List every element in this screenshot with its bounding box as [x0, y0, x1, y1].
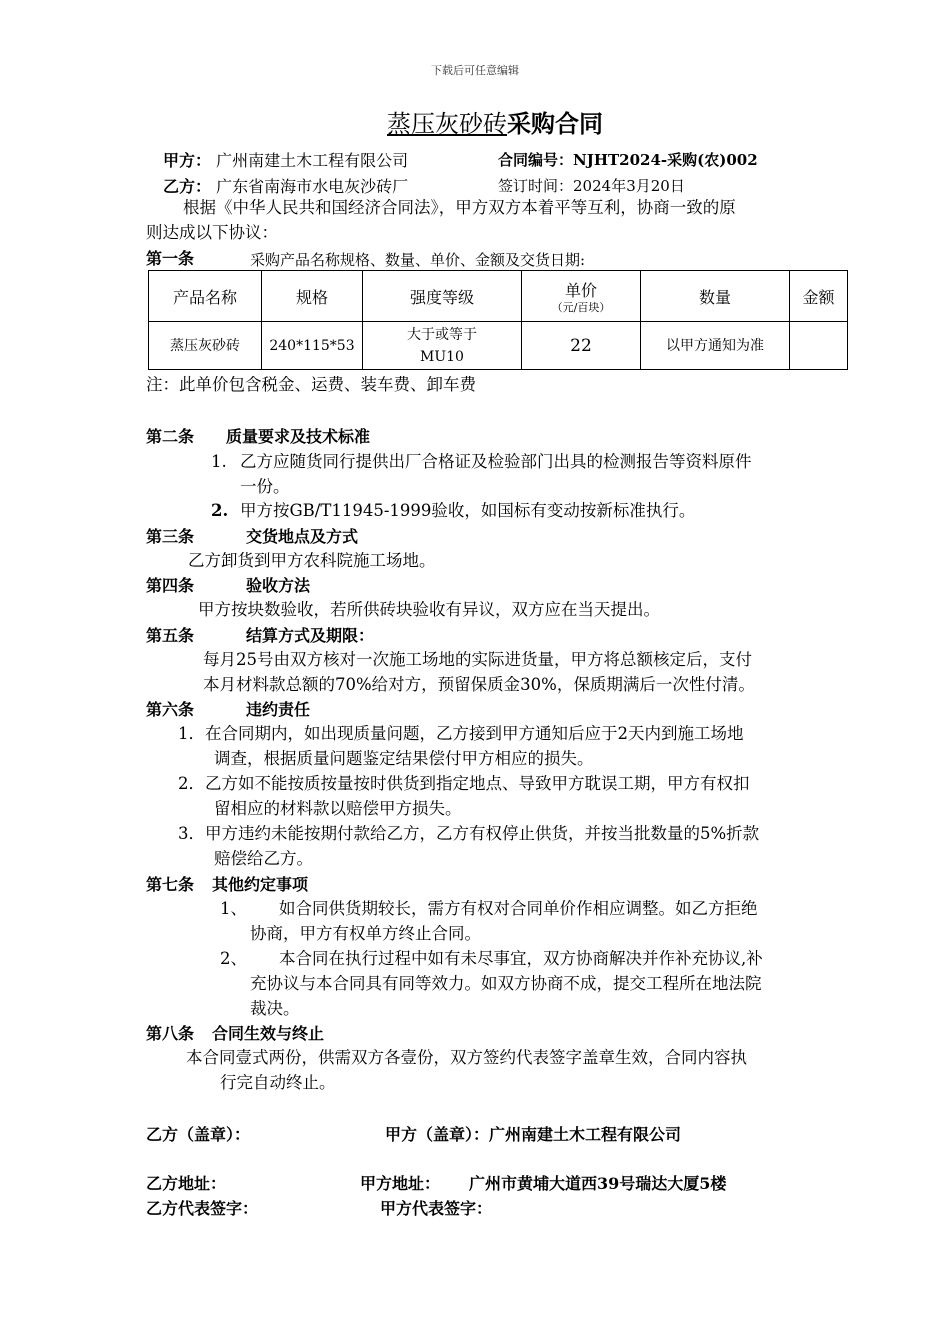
article-8-line1: 本合同壹式两份，供需双方各壹份，双方签约代表签字盖章生效，合同内容执 — [186, 1048, 747, 1067]
party-a-address-label: 甲方地址： — [360, 1174, 441, 1193]
article-5-title: 结算方式及期限： — [246, 626, 375, 645]
preamble-line1: 根据《中华人民共和国经济合同法》，甲方双方本着平等互利，协商一致的原 — [183, 198, 736, 217]
article-2-title: 质量要求及技术标准 — [226, 427, 371, 446]
cell-amount — [790, 322, 848, 370]
th-quantity: 数量 — [641, 271, 790, 322]
article-2-item2-text: 甲方按GB/T11945-1999验收，如国标有变动按新标准执行。 — [240, 501, 696, 520]
contract-no-value: NJHT2024-采购(农)002 — [573, 151, 758, 169]
title-product: 蒸压灰砂砖 — [387, 110, 507, 138]
table-row — [149, 322, 848, 370]
article-3-text: 乙方卸货到甲方农科院施工场地。 — [188, 551, 436, 570]
party-b-address: 乙方地址： — [146, 1174, 227, 1193]
article-2-item1-line1: 乙方应随货同行提供出厂合格证及检验部门出具的检测报告等资料原件 — [240, 452, 752, 471]
article-8-line2: 行完自动终止。 — [220, 1073, 336, 1092]
article-1 — [146, 246, 194, 269]
article-6-item3-line1: 3．甲方违约未能按期付款给乙方，乙方有权停止供货，并按当批数量的5%折款 — [178, 824, 760, 843]
article-6-item3-line2: 赔偿给乙方。 — [214, 849, 313, 868]
article-7-title: 其他约定事项 — [212, 875, 309, 894]
cell-strength — [363, 322, 522, 370]
cell-unit-price: 22 — [522, 322, 641, 370]
article-8-title: 合同生效与终止 — [212, 1024, 325, 1043]
article-7-heading: 第七条 — [146, 875, 195, 894]
party-a-name: 广州南建土木工程有限公司 — [216, 151, 409, 170]
cell-quantity: 以甲方通知为准 — [641, 322, 790, 370]
price-note: 注：此单价包含税金、运费、装车费、卸车费 — [146, 375, 476, 394]
article-7-item2-line1: 本合同在执行过程中如有未尽事宜，双方协商解决并作补充协议,补 — [279, 949, 763, 968]
article-6-item1-line2: 调查，根据质量问题鉴定结果偿付甲方相应的损失。 — [214, 749, 594, 768]
article-6-title: 违约责任 — [246, 700, 311, 719]
article-2-heading: 第二条 — [146, 427, 195, 446]
article-2-item1-no: 1. — [211, 452, 227, 471]
party-a-row — [163, 148, 408, 171]
article-1-text: 采购产品名称规格、数量、单价、金额及交货日期: — [250, 251, 586, 269]
cell-strength-line2: MU10 — [420, 348, 464, 365]
article-6-item1-line1: 1．在合同期内，如出现质量问题，乙方接到甲方通知后应于2天内到施工场地 — [178, 724, 744, 743]
sign-date-value: 2024年3月20日 — [573, 177, 685, 195]
table-header-row — [149, 271, 848, 322]
party-a-rep-signature: 甲方代表签字： — [380, 1199, 493, 1218]
title-contract: 采购合同 — [507, 109, 603, 138]
party-a-label: 甲方： — [163, 151, 212, 170]
cell-product-name: 蒸压灰砂砖 — [149, 322, 262, 370]
contract-no-label: 合同编号： — [498, 151, 574, 169]
th-amount: 金额 — [790, 271, 848, 322]
article-5-heading: 第五条 — [146, 626, 195, 645]
header-note: 下载后可任意编辑 — [431, 64, 519, 77]
article-6-item2-line2: 留相应的材料款以赔偿甲方损失。 — [214, 799, 462, 818]
th-unit-price — [522, 271, 641, 322]
party-b-name: 广东省南海市水电灰沙砖厂 — [216, 177, 409, 196]
th-unit-price-label: 单价 — [564, 280, 597, 300]
contract-no-row — [498, 149, 758, 170]
article-1-heading: 第一条 — [146, 249, 195, 268]
article-3-heading: 第三条 — [146, 527, 195, 546]
party-b-seal: 乙方（盖章）： — [146, 1125, 251, 1144]
article-5-line1: 每月25号由双方核对一次施工场地的实际进货量，甲方将总额核定后，支付 — [203, 650, 752, 669]
document-title — [0, 104, 950, 139]
article-7-item1-line2: 协商，甲方有权单方终止合同。 — [250, 924, 481, 943]
article-2-item1-line2: 一份。 — [240, 477, 290, 496]
article-5-line2: 本月材料款总额的70%给对方，预留保质金30%，保质期满后一次性付清。 — [203, 675, 755, 694]
th-strength: 强度等级 — [363, 271, 522, 322]
article-4-title: 验收方法 — [246, 576, 311, 595]
article-6-item2-line1: 2．乙方如不能按质按量按时供货到指定地点、导致甲方耽误工期，甲方有权扣 — [178, 774, 750, 793]
cell-strength-line1: 大于或等于 — [407, 326, 477, 343]
article-7-item2-line2: 充协议与本合同具有同等效力。如双方协商不成，提交工程所在地法院 — [250, 974, 762, 993]
preamble-line2: 则达成以下协议： — [146, 223, 278, 242]
cell-spec: 240*115*53 — [262, 322, 363, 370]
party-a-seal: 甲方（盖章）：广州南建土木工程有限公司 — [385, 1125, 682, 1144]
article-7-item1-line1: 如合同供货期较长，需方有权对合同单价作相应调整。如乙方拒绝 — [279, 899, 758, 918]
article-8-heading: 第八条 — [146, 1024, 195, 1043]
article-7-item2-line3: 裁决。 — [250, 999, 300, 1018]
sign-date-label: 签订时间： — [498, 177, 574, 195]
party-a-address: 广州市黄埔大道西39号瑞达大厦5楼 — [469, 1174, 727, 1193]
article-7-item1-no: 1、 — [220, 899, 247, 918]
th-unit-price-unit: （元/百块） — [551, 300, 611, 314]
article-4-heading: 第四条 — [146, 576, 195, 595]
article-4-text: 甲方按块数验收，若所供砖块验收有异议，双方应在当天提出。 — [198, 600, 660, 619]
party-b-label: 乙方： — [163, 177, 212, 196]
sign-date-row — [498, 175, 685, 196]
article-2-item2-no: 2. — [211, 501, 229, 520]
article-6-heading: 第六条 — [146, 700, 195, 719]
article-7-item2-no: 2、 — [220, 949, 247, 968]
th-product-name: 产品名称 — [149, 271, 262, 322]
party-b-rep-signature: 乙方代表签字： — [146, 1199, 259, 1218]
article-3-title: 交货地点及方式 — [246, 527, 359, 546]
product-table — [148, 270, 848, 370]
th-spec: 规格 — [262, 271, 363, 322]
party-b-row — [163, 174, 408, 197]
